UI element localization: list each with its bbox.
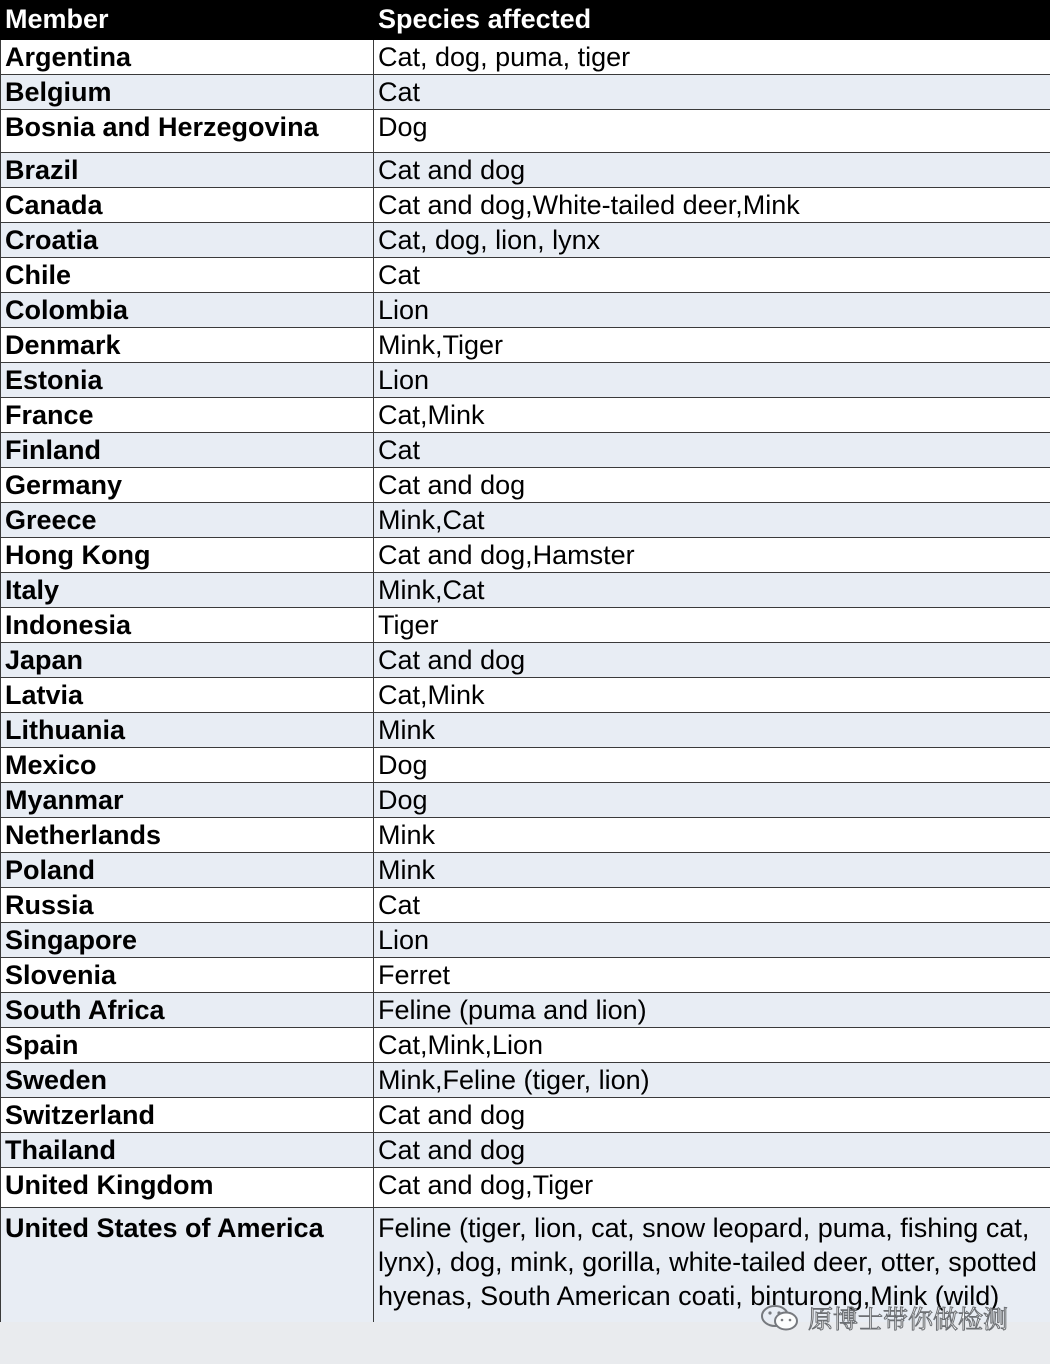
table-row — [1, 1098, 1050, 1133]
member-cell: Argentina — [1, 40, 374, 75]
table-row — [1, 993, 1050, 1028]
species-cell: Feline (tiger, lion, cat, snow leopard, puma, fishing cat, lynx), dog, mink, gorilla, white-tailed deer, otter, spotted hyenas, South American coati, binturong,Mink (wild) — [374, 1208, 1050, 1349]
member-cell: Lithuania — [1, 713, 374, 748]
table-row — [1, 328, 1050, 363]
member-cell: Indonesia — [1, 608, 374, 643]
species-cell: Tiger — [374, 608, 1050, 643]
species-cell: Mink — [374, 713, 1050, 748]
table-row — [1, 258, 1050, 293]
species-cell: Cat and dog — [374, 643, 1050, 678]
species-cell: Lion — [374, 363, 1050, 398]
table-row — [1, 888, 1050, 923]
member-cell: Poland — [1, 853, 374, 888]
species-cell: Cat — [374, 888, 1050, 923]
member-cell: Brazil — [1, 153, 374, 188]
species-cell: Feline (puma and lion) — [374, 993, 1050, 1028]
species-cell: Lion — [374, 923, 1050, 958]
table-row — [1, 748, 1050, 783]
member-cell: Netherlands — [1, 818, 374, 853]
table-row — [1, 223, 1050, 258]
species-cell: Ferret — [374, 958, 1050, 993]
member-cell: United Kingdom — [1, 1168, 374, 1208]
table-row — [1, 433, 1050, 468]
table-header-row — [1, 1, 1050, 40]
member-cell: Finland — [1, 433, 374, 468]
watermark-text: 原博士带你做检测 — [808, 1305, 1009, 1334]
table-row — [1, 783, 1050, 818]
member-cell: Estonia — [1, 363, 374, 398]
species-cell: Cat,Mink,Lion — [374, 1028, 1050, 1063]
table-row — [1, 853, 1050, 888]
member-cell: Slovenia — [1, 958, 374, 993]
member-cell: Thailand — [1, 1133, 374, 1168]
table-row — [1, 1168, 1050, 1208]
table-row — [1, 293, 1050, 328]
table-row — [1, 503, 1050, 538]
member-cell: Italy — [1, 573, 374, 608]
member-cell: Russia — [1, 888, 374, 923]
species-cell: Dog — [374, 748, 1050, 783]
species-cell: Lion — [374, 293, 1050, 328]
header-species: Species affected — [374, 1, 1050, 40]
table-row — [1, 573, 1050, 608]
species-cell: Mink,Feline (tiger, lion) — [374, 1063, 1050, 1098]
table-row — [1, 958, 1050, 993]
table-row — [1, 643, 1050, 678]
species-cell: Cat and dog — [374, 153, 1050, 188]
species-cell: Cat — [374, 433, 1050, 468]
member-cell: Sweden — [1, 1063, 374, 1098]
table-row — [1, 363, 1050, 398]
species-cell: Cat,Mink — [374, 678, 1050, 713]
species-cell: Mink,Tiger — [374, 328, 1050, 363]
species-cell: Cat,Mink — [374, 398, 1050, 433]
table-row — [1, 923, 1050, 958]
table-row — [1, 75, 1050, 110]
member-cell: Spain — [1, 1028, 374, 1063]
member-cell: Singapore — [1, 923, 374, 958]
species-cell: Cat and dog,White-tailed deer,Mink — [374, 188, 1050, 223]
member-cell: Greece — [1, 503, 374, 538]
table-row — [1, 1133, 1050, 1168]
species-cell: Mink,Cat — [374, 503, 1050, 538]
species-cell: Cat, dog, puma, tiger — [374, 40, 1050, 75]
member-cell: Canada — [1, 188, 374, 223]
species-cell: Cat and dog,Hamster — [374, 538, 1050, 573]
table-row — [1, 678, 1050, 713]
watermark — [760, 1300, 1008, 1336]
table-row — [1, 188, 1050, 223]
member-cell: Japan — [1, 643, 374, 678]
species-cell: Mink,Cat — [374, 573, 1050, 608]
member-cell: Mexico — [1, 748, 374, 783]
species-cell: Mink — [374, 853, 1050, 888]
table-row — [1, 608, 1050, 643]
species-cell: Cat and dog — [374, 1133, 1050, 1168]
member-cell: Switzerland — [1, 1098, 374, 1133]
species-cell: Cat and dog — [374, 468, 1050, 503]
member-cell: Colombia — [1, 293, 374, 328]
species-cell: Cat — [374, 75, 1050, 110]
species-cell: Dog — [374, 110, 1050, 153]
member-cell: France — [1, 398, 374, 433]
member-cell: Chile — [1, 258, 374, 293]
species-cell: Mink — [374, 818, 1050, 853]
table-row — [1, 40, 1050, 75]
species-cell: Cat, dog, lion, lynx — [374, 223, 1050, 258]
species-cell: Cat — [374, 258, 1050, 293]
table-row — [1, 1028, 1050, 1063]
member-cell: Bosnia and Herzegovina — [1, 110, 374, 153]
member-cell: Denmark — [1, 328, 374, 363]
header-member: Member — [1, 1, 374, 40]
table-row — [1, 538, 1050, 573]
member-cell: Germany — [1, 468, 374, 503]
table-row — [1, 713, 1050, 748]
table-row — [1, 468, 1050, 503]
member-cell: South Africa — [1, 993, 374, 1028]
table-row — [1, 818, 1050, 853]
table-row — [1, 398, 1050, 433]
wechat-icon — [760, 1303, 800, 1333]
species-cell: Cat and dog — [374, 1098, 1050, 1133]
member-cell: Hong Kong — [1, 538, 374, 573]
table-row — [1, 1063, 1050, 1098]
table-row — [1, 153, 1050, 188]
member-cell: United States of America — [1, 1208, 374, 1349]
member-cell: Myanmar — [1, 783, 374, 818]
member-cell: Croatia — [1, 223, 374, 258]
member-cell: Belgium — [1, 75, 374, 110]
member-cell: Latvia — [1, 678, 374, 713]
table-row — [1, 110, 1050, 153]
species-cell: Cat and dog,Tiger — [374, 1168, 1050, 1208]
species-cell: Dog — [374, 783, 1050, 818]
